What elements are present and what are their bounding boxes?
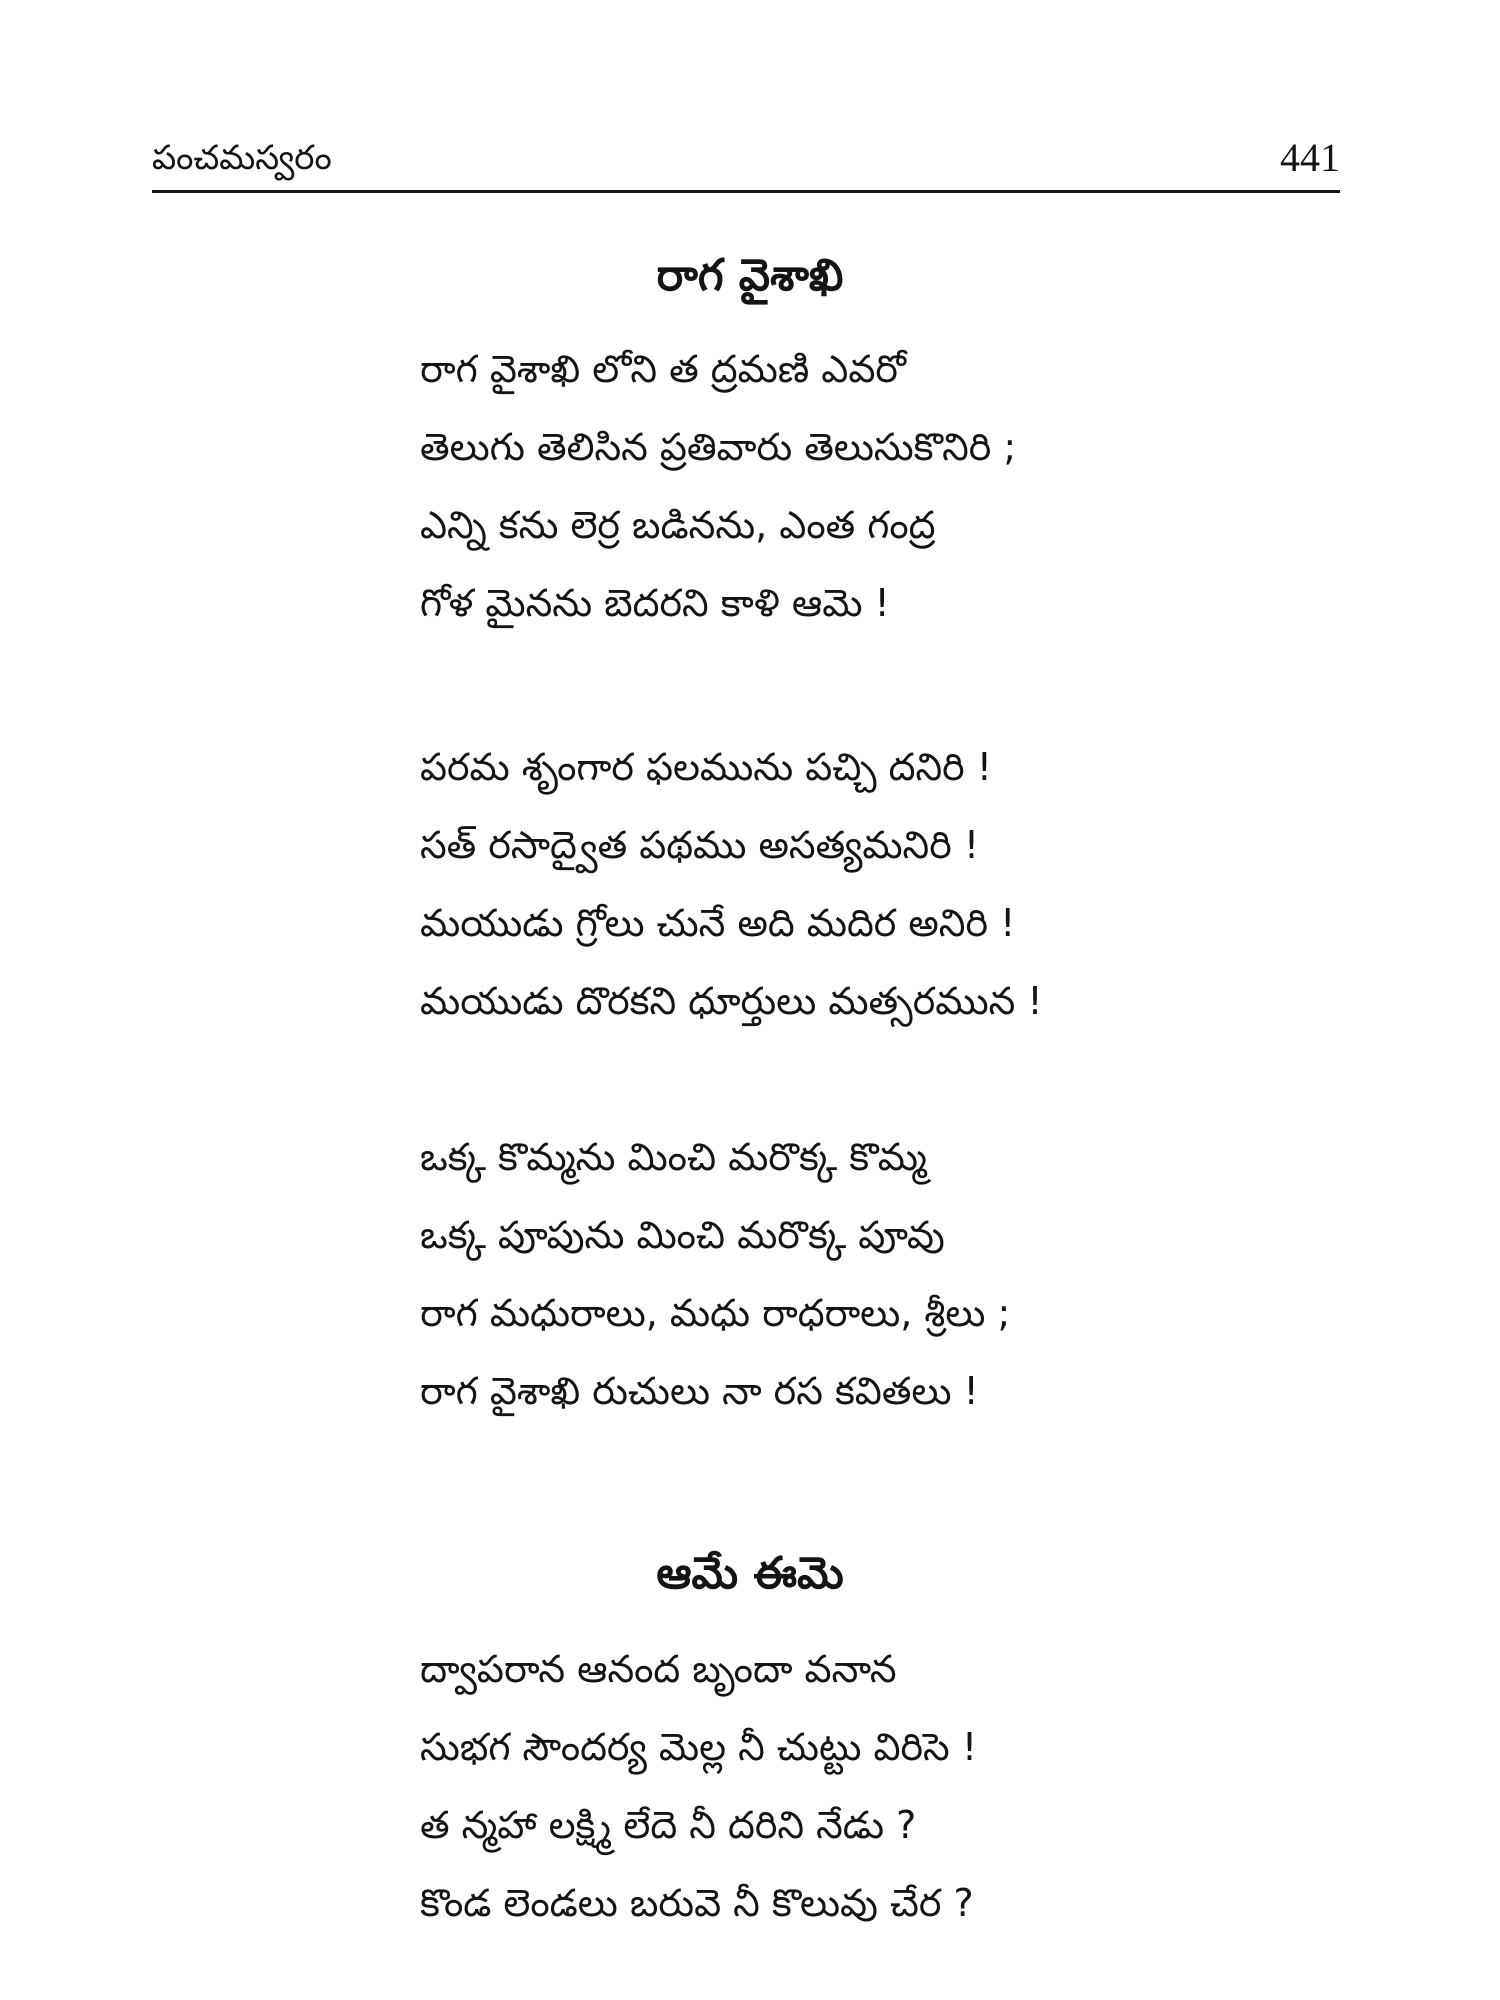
verse-line: ఎన్ని కను లెర్ర బడినను, ఎంత గంద్ర [420,503,936,547]
header-divider [152,190,1340,193]
poem-title: ఆమే ఈమె [656,1548,844,1599]
verse-line: కొండ లెండలు బరువె నీ కొలువు చేర ? [420,1881,974,1925]
stanza [420,1630,977,1942]
verse-line: గోళ మైనను బెదరని కాళి ఆమె ! [420,581,890,625]
running-head-title: పంచమస్వరం [152,138,332,178]
verse-line: సత్ రసాద్వైత పథము అసత్యమనిరి ! [420,823,980,867]
verse-line: రాగ వైశాఖి రుచులు నా రస కవితలు ! [420,1369,979,1413]
verse-line: సుభగ సౌందర్య మెల్ల నీ చుట్టు విరిసె ! [420,1725,978,1769]
verse-line: రాగ వైశాఖి లోని త ద్రమణి ఎవరో [420,347,906,391]
verse-line: మయుడు గ్రోలు చునే అది మదిర అనిరి ! [420,901,1016,945]
page-number: 441 [1280,135,1340,180]
verse-line: మయుడు దొరకని ధూర్తులు మత్సరమున ! [420,979,1043,1023]
verse-line: ఒక్క కొమ్మను మించి మరొక్క కొమ్మ [420,1135,927,1179]
verse-line: పరమ శృంగార ఫలమును పచ్చి దనిరి ! [420,745,992,789]
stanza [420,728,1043,1040]
poem-title: రాగ వైశాఖి [656,250,844,301]
verse-line: త న్మహా లక్ష్మి లేదె నీ దరిని నేడు ? [420,1803,917,1847]
stanza [420,330,1016,642]
verse-line: తెలుగు తెలిసిన ప్రతివారు తెలుసుకొనిరి ; [420,425,1017,469]
verse-line: ద్వాపరాన ఆనంద బృందా వనాన [420,1647,897,1691]
verse-line: రాగ మధురాలు, మధు రాధరాలు, శ్రీలు ; [420,1291,1011,1335]
verse-line: ఒక్క పూపును మించి మరొక్క పూవు [420,1213,945,1257]
stanza [420,1118,1010,1430]
